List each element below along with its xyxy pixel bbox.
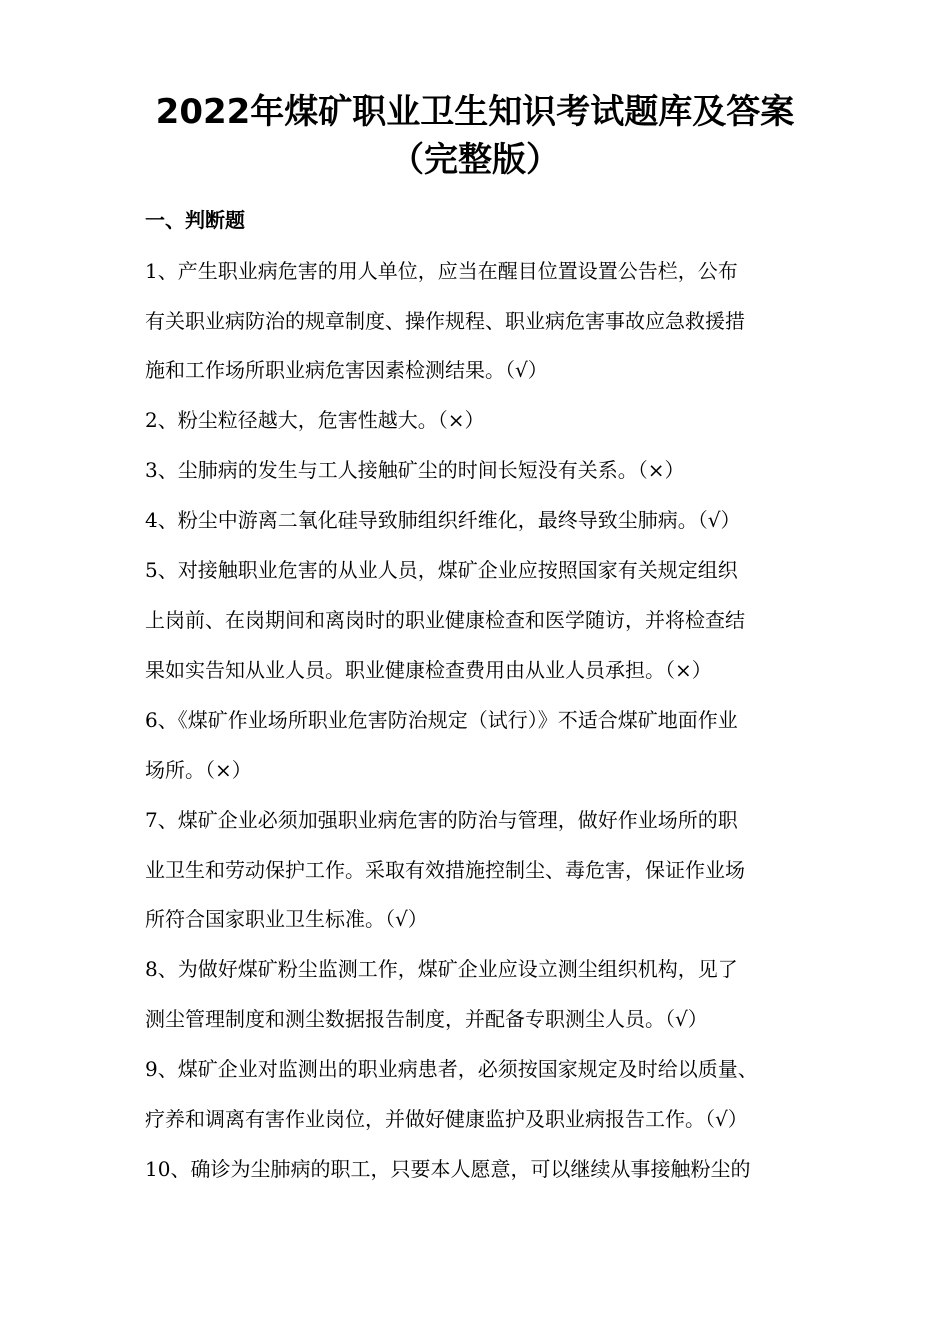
section-heading-true-false: 一、判断题 bbox=[145, 208, 245, 232]
question-7-line-1: 7、煤矿企业必须加强职业病危害的防治与管理，做好作业场所的职 bbox=[145, 808, 738, 832]
question-5-line-3: 果如实告知从业人员。职业健康检查费用由从业人员承担。（×） bbox=[145, 658, 712, 682]
question-4-line-1: 4、粉尘中游离二氧化硅导致肺组织纤维化，最终导致尘肺病。（√） bbox=[145, 508, 741, 532]
question-1-line-1: 1、产生职业病危害的用人单位，应当在醒目位置设置公告栏，公布 bbox=[145, 259, 738, 283]
question-1-line-3: 施和工作场所职业病危害因素检测结果。（√） bbox=[145, 358, 548, 382]
question-2-line-1: 2、粉尘粒径越大，危害性越大。（×） bbox=[145, 408, 485, 432]
question-7-line-3: 所符合国家职业卫生标准。（√） bbox=[145, 907, 428, 931]
document-title-line-2: （完整版） bbox=[390, 140, 560, 180]
question-6-line-1: 6、《煤矿作业场所职业危害防治规定（试行）》不适合煤矿地面作业 bbox=[145, 708, 738, 732]
question-8-line-2: 测尘管理制度和测尘数据报告制度，并配备专职测尘人员。（√） bbox=[145, 1007, 708, 1031]
question-10-line-1: 10、确诊为尘肺病的职工，只要本人愿意，可以继续从事接触粉尘的 bbox=[145, 1157, 751, 1181]
question-5-line-1: 5、对接触职业危害的从业人员，煤矿企业应按照国家有关规定组织 bbox=[145, 558, 738, 582]
question-9-line-2: 疗养和调离有害作业岗位，并做好健康监护及职业病报告工作。（√） bbox=[145, 1107, 748, 1131]
question-9-line-1: 9、煤矿企业对监测出的职业病患者，必须按国家规定及时给以质量、 bbox=[145, 1057, 758, 1081]
document-title-line-1: 2022年煤矿职业卫生知识考试题库及答案 bbox=[155, 92, 795, 132]
question-6-line-2: 场所。（×） bbox=[145, 758, 252, 782]
question-8-line-1: 8、为做好煤矿粉尘监测工作，煤矿企业应设立测尘组织机构，见了 bbox=[145, 957, 738, 981]
question-7-line-2: 业卫生和劳动保护工作。采取有效措施控制尘、毒危害，保证作业场 bbox=[145, 858, 745, 882]
question-3-line-1: 3、尘肺病的发生与工人接触矿尘的时间长短没有关系。（×） bbox=[145, 458, 685, 482]
question-5-line-2: 上岗前、在岗期间和离岗时的职业健康检查和医学随访，并将检查结 bbox=[145, 608, 745, 632]
question-1-line-2: 有关职业病防治的规章制度、操作规程、职业病危害事故应急救援措 bbox=[145, 309, 745, 333]
